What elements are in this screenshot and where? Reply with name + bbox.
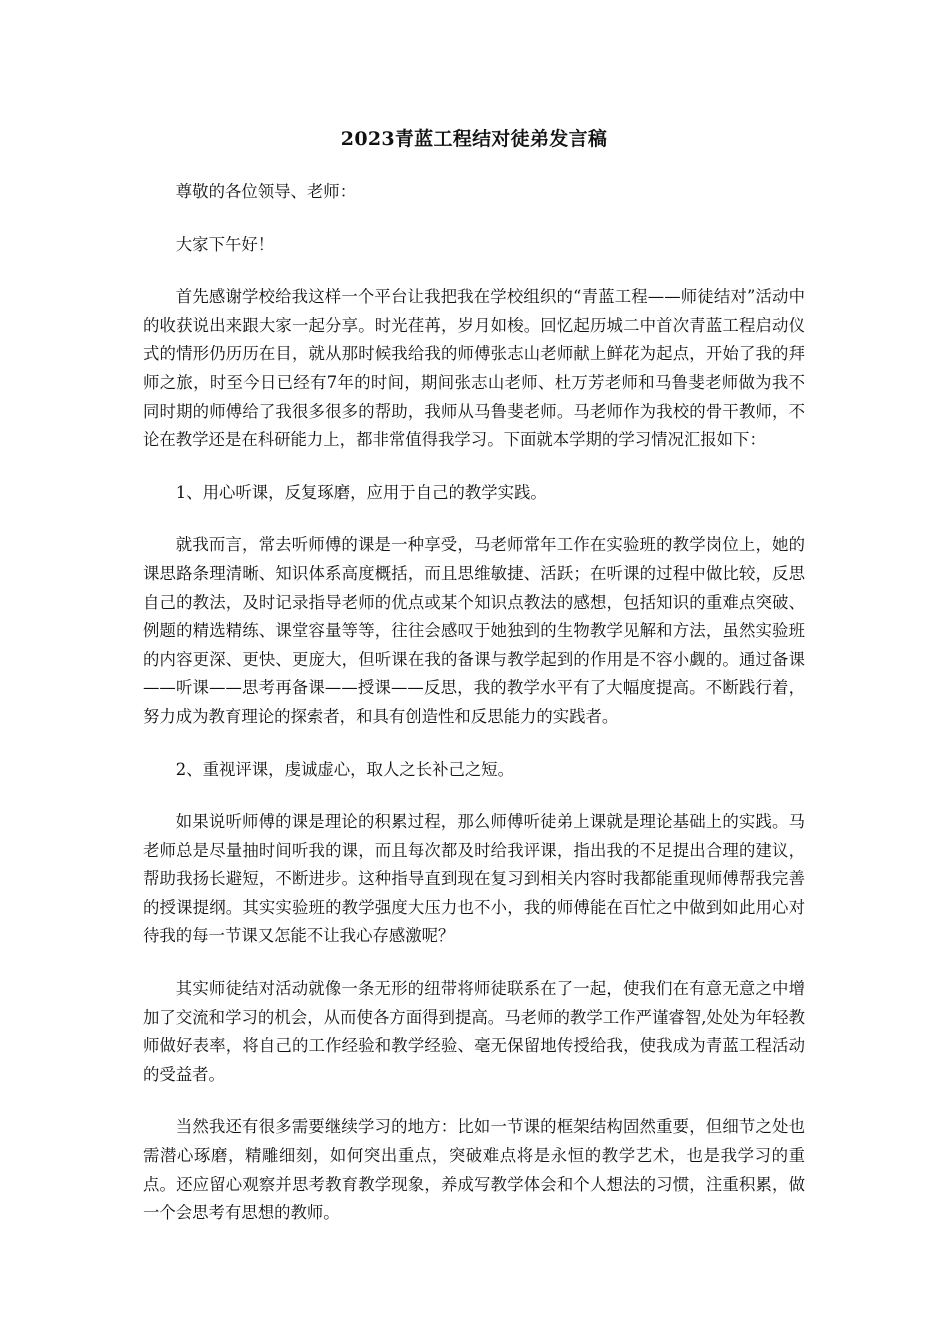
section-1-paragraph: 就我而言，常去听师傅的课是一种享受，马老师常年工作在实验班的教学岗位上，她的课思路条理清晰、知识体系高度概括，而且思维敏捷、活跃；在听课的过程中做比较，反思自己的教法，及时记录指导老师的优点或某个知识点教法的感想，包括知识的重难点突破、例题的精选精练、课堂容量等等，往往会感叹于她独到的生物教学见解和方法，虽然实验班的内容更深、更快、更庞大，但听课在我的备课与教学起到的作用是不容小觑的。通过备课——听课——思考再备课——授课——反思，我的教学水平有了大幅度提高。不断践行着，努力成为教育理论的探索者，和具有创造性和反思能力的实践者。: [143, 535, 805, 726]
reflection-paragraph: 其实师徒结对活动就像一条无形的纽带将师徒联系在了一起，使我们在有意无意之中增加了交流和学习的机会，从而使各方面得到提高。马老师的教学工作严谨睿智,处处为年轻教师做好表率，将自己的工作经验和教学经验、毫无保留地传授给我，使我成为青蓝工程活动的受益者。: [143, 979, 805, 1084]
document-body: [143, 124, 805, 1252]
closing-paragraph: 当然我还有很多需要继续学习的地方：比如一节课的框架结构固然重要，但细节之处也需潜心琢磨，精雕细刻，如何突出重点，突破难点将是永恒的教学艺术，也是我学习的重点。还应留心观察并思考教育教学现象，养成写教学体会和个人想法的习惯，注重积累，做一个会思考有思想的教师。: [143, 1117, 805, 1223]
document-title: 2023青蓝工程结对徒弟发言稿: [340, 128, 608, 150]
section-heading-1: 1、用心听课，反复琢磨，应用于自己的教学实践。: [175, 482, 547, 502]
salutation-paragraph: 尊敬的各位领导、老师：: [175, 182, 357, 201]
intro-paragraph: 首先感谢学校给我这样一个平台让我把我在学校组织的“青蓝工程——师徒结对”活动中的收获说出来跟大家一起分享。时光荏苒，岁月如梭。回忆起历城二中首次青蓝工程启动仪式的情形仍历历在目，就从那时候我给我的师傅张志山老师献上鲜花为起点，开始了我的拜师之旅，时至今日已经有7年的时间，期间张志山老师、杜万芳老师和马鲁斐老师做为我不同时期的师傅给了我很多很多的帮助，我师从马鲁斐老师。马老师作为我校的骨干教师，不论在教学还是在科研能力上，都非常值得我学习。下面就本学期的学习情况汇报如下：: [143, 287, 805, 450]
section-heading-2: 2、重视评课，虔诚虚心，取人之长补己之短。: [175, 759, 515, 779]
section-2-paragraph: 如果说听师傅的课是理论的积累过程，那么师傅听徒弟上课就是理论基础上的实践。马老师总是尽量抽时间听我的课，而且每次都及时给我评课，指出我的不足提出合理的建议，帮助我扬长避短，不断进步。这种指导直到现在复习到相关内容时我都能重现师傅帮我完善的授课提纲。其实实验班的教学强度大压力也不小，我的师傅能在百忙之中做到如此用心对待我的每一节课又怎能不让我心存感激呢？: [143, 812, 805, 946]
greeting-paragraph: 大家下午好！: [175, 234, 275, 254]
